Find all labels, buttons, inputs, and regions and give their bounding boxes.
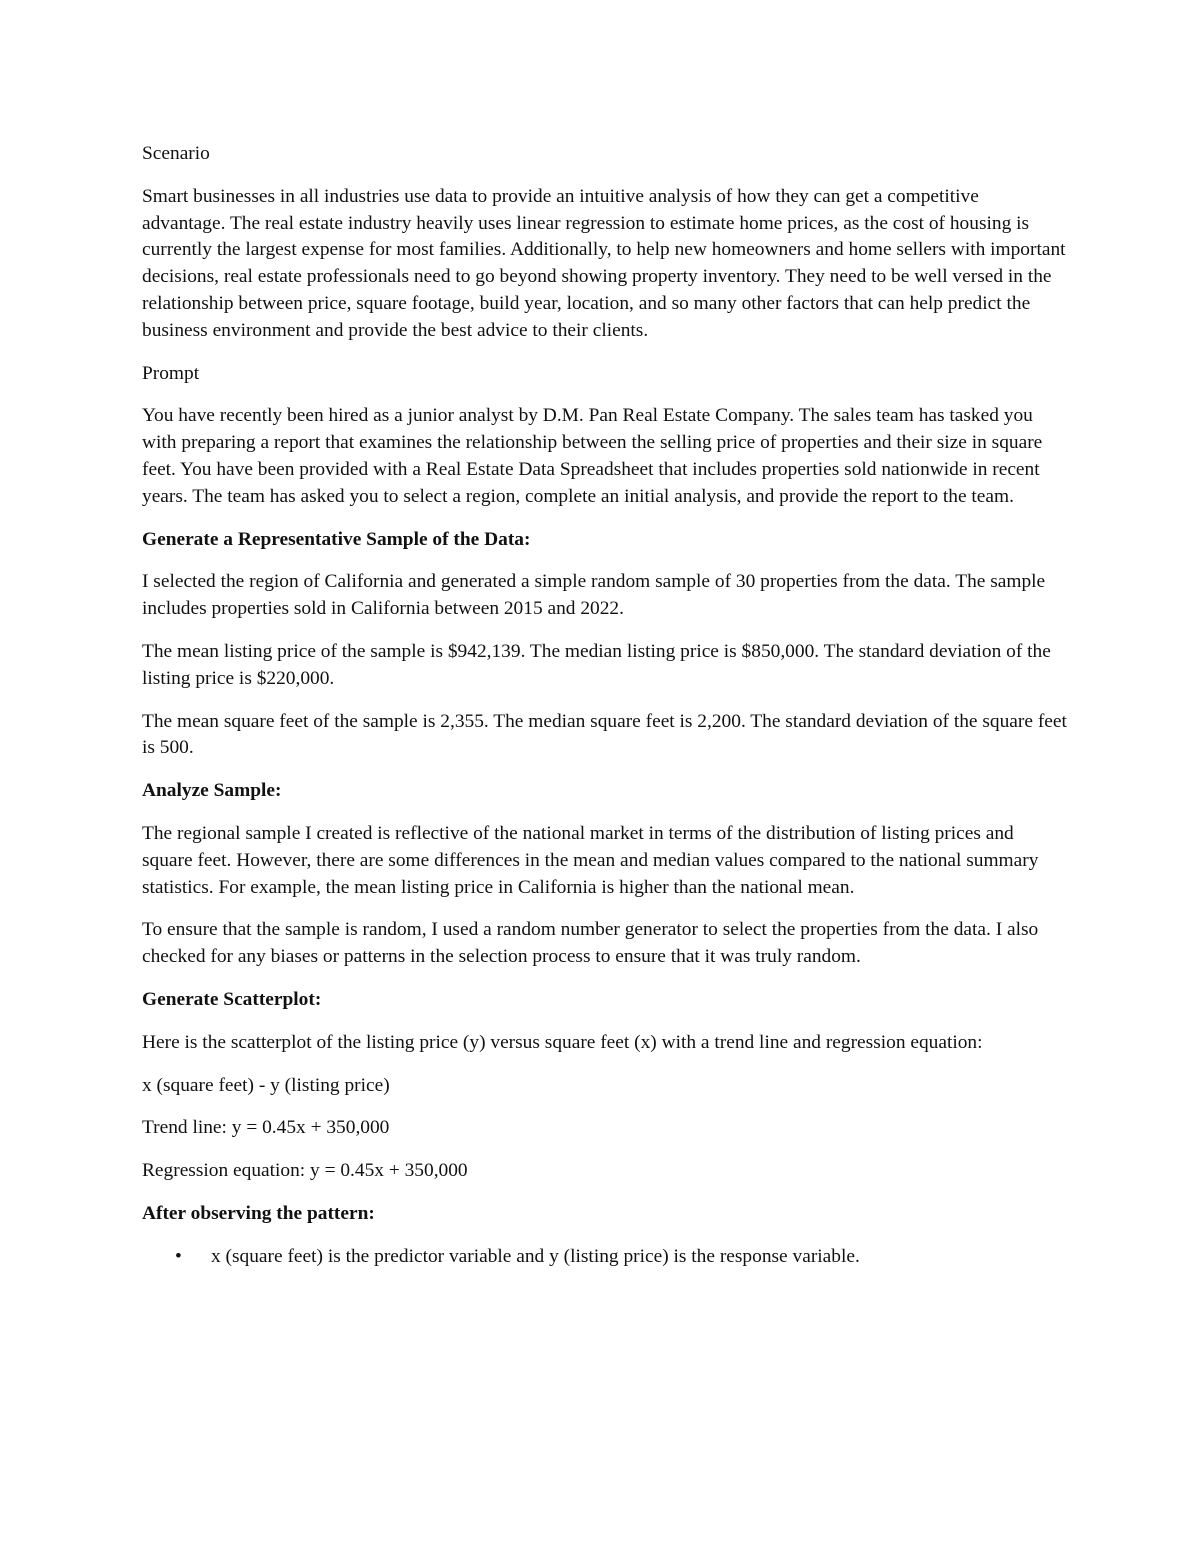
analyze-heading: Analyze Sample: — [142, 780, 282, 802]
regression-equation-text: Regression equation: y = 0.45x + 350,000 — [142, 1160, 468, 1182]
trend-line-text: Trend line: y = 0.45x + 350,000 — [142, 1117, 390, 1139]
scenario-heading: Scenario — [142, 143, 210, 164]
bullet-icon: • — [175, 1245, 182, 1267]
document-page — [142, 141, 1067, 1271]
scenario-paragraph: Smart businesses in all industries use data to provide an intuitive analysis of how they can get a competitive advantage. The real estate industry heavily uses linear regression to estimate home prices, as the cost of housing is currently the largest expense for most families. Additionally, to help new homeowners and home sellers with important decisions, real estate professionals need to go beyond showing property inventory. They need to be well versed in the relationship between price, square footage, build year, location, and so many other factors that can help predict the business environment and provide the best advice to their clients. — [142, 185, 1066, 341]
scatterplot-paragraph-1: Here is the scatterplot of the listing price (y) versus square feet (x) with a trend line and regression equation: — [142, 1031, 983, 1053]
sample-paragraph-1: I selected the region of California and generated a simple random sample of 30 properties from the data. The sample includes properties sold in California between 2015 and 2022. — [142, 571, 1046, 620]
sample-paragraph-3: The mean square feet of the sample is 2,355. The median square feet is 2,200. The standard deviation of the square feet is 500. — [142, 710, 1067, 759]
pattern-bullet-list — [142, 1244, 1067, 1271]
sample-paragraph-2: The mean listing price of the sample is $942,139. The median listing price is $850,000. The standard deviation of the listing price is $220,000. — [142, 640, 1051, 689]
prompt-paragraph: You have recently been hired as a junior analyst by D.M. Pan Real Estate Company. The sales team has tasked you with preparing a report that examines the relationship between the selling price of properties and their size in square feet. You have been provided with a Real Estate Data Spreadsheet that includes properties sold nationwide in recent years. The team has asked you to select a region, complete an initial analysis, and provide the report to the team. — [142, 405, 1043, 507]
list-item-text: x (square feet) is the predictor variable and y (listing price) is the response variable. — [211, 1245, 860, 1267]
analyze-paragraph-2: To ensure that the sample is random, I used a random number generator to select the properties from the data. I also checked for any biases or patterns in the selection process to ensure that it was truly random. — [142, 919, 1039, 968]
analyze-paragraph-1: The regional sample I created is reflective of the national market in terms of the distribution of listing prices and square feet. However, there are some differences in the mean and median values compared to the national summary statistics. For example, the mean listing price in California is higher than the national mean. — [142, 822, 1039, 898]
scatterplot-heading: Generate Scatterplot: — [142, 988, 322, 1010]
scatterplot-paragraph-2: x (square feet) - y (listing price) — [142, 1074, 390, 1096]
list-item — [142, 1244, 1067, 1271]
pattern-heading: After observing the pattern: — [142, 1202, 375, 1224]
sample-heading: Generate a Representative Sample of the Data: — [142, 528, 531, 550]
prompt-heading: Prompt — [142, 362, 200, 384]
